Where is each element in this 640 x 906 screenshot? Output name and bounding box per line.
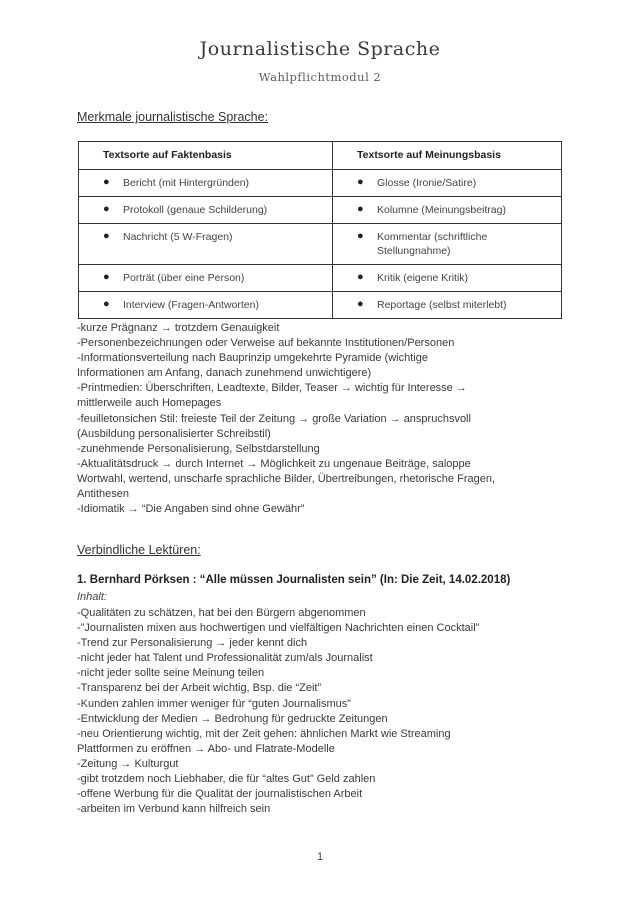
article-line: -neu Orientierung wichtig, mit der Zeit gehen: ähnlichen Markt wie Streaming: [77, 727, 451, 740]
article-line: Plattformen zu eröffnen → Abo- und Flatrate-Modelle: [77, 742, 335, 755]
features-line: -Informationsverteilung nach Bauprinzip umgekehrte Pyramide (wichtige: [77, 352, 428, 365]
article-line: -Trend zur Personalisierung → jeder kennt dich: [77, 637, 308, 650]
article-content-list: [77, 606, 567, 817]
bullet-icon: ●: [357, 203, 364, 215]
table-cell: ● Bericht (mit Hintergründen): [79, 170, 333, 197]
table-header-row: [79, 142, 562, 170]
features-line: -Idiomatik → “Die Angaben sind ohne Gewähr”: [77, 503, 305, 516]
table-cell: ● Protokoll (genaue Schilderung): [79, 197, 333, 224]
features-line: -feuilletonsichen Stil: freieste Teil der Zeitung → große Variation → anspruchsvoll: [77, 412, 471, 425]
features-list: [77, 321, 567, 517]
features-line: (Ausbildung personalisierter Schreibstil): [77, 427, 271, 440]
article-content-label: Inhalt:: [77, 591, 107, 603]
article-line: -”Journalisten mixen aus hochwertigen und vielfältigen Nachrichten einen Cocktail”: [77, 622, 480, 635]
article-title: 1. Bernhard Pörksen : “Alle müssen Journalisten sein” (In: Die Zeit, 14.02.2018): [77, 574, 511, 586]
table-cell: ● Reportage (selbst miterlebt): [333, 292, 562, 319]
features-line: -Printmedien: Überschriften, Leadtexte, Bilder, Teaser → wichtig für Interesse →: [77, 382, 467, 395]
table-cell: ● Kritik (eigene Kritik): [333, 265, 562, 292]
table-header-facts: Textsorte auf Faktenbasis: [79, 142, 333, 170]
bullet-icon: ●: [103, 203, 110, 215]
table-cell: ● Interview (Fragen-Antworten): [79, 292, 333, 319]
features-line: -zunehmende Personalisierung, Selbstdarstellung: [77, 442, 320, 455]
features-line: Informationen am Anfang, danach zunehmend unwichtigere): [77, 367, 372, 380]
document-subtitle: Wahlpflichtmodul 2: [258, 70, 382, 84]
features-line: -Personenbezeichnungen oder Verweise auf bekannte Institutionen/Personen: [77, 337, 455, 350]
article-line: -Qualitäten zu schätzen, hat bei den Bürgern abgenommen: [77, 607, 366, 619]
article-line: -offene Werbung für die Qualität der journalistischen Arbeit: [77, 788, 363, 801]
features-line: -Aktualitätsdruck → durch Internet → Möglichkeit zu ungenaue Beiträge, saloppe: [77, 457, 471, 470]
bullet-icon: ●: [357, 298, 364, 310]
table-cell: ● Kolumne (Meinungsbeitrag): [333, 197, 562, 224]
table-cell: ● Kommentar (schriftliche Stellungnahme): [333, 224, 562, 265]
section-heading-readings: Verbindliche Lektüren:: [77, 543, 201, 557]
bullet-icon: ●: [357, 271, 364, 283]
text-types-table: [78, 141, 562, 319]
article-line: -Zeitung → Kulturgut: [77, 757, 179, 770]
article-line: -nicht jeder hat Talent und Professionalität zum/als Journalist: [77, 652, 373, 665]
document-title: Journalistische Sprache: [199, 38, 441, 60]
bullet-icon: ●: [103, 298, 110, 310]
table-cell: ● Nachricht (5 W-Fragen): [79, 224, 333, 265]
bullet-icon: ●: [103, 271, 110, 283]
features-line: Antithesen: [77, 488, 129, 501]
bullet-icon: ●: [103, 176, 110, 188]
features-line: mittlerweile auch Homepages: [77, 397, 222, 410]
features-line: -kurze Prägnanz → trotzdem Genauigkeit: [77, 322, 280, 334]
section-heading-features: Merkmale journalistische Sprache:: [77, 110, 269, 124]
table-header-opinion: Textsorte auf Meinungsbasis: [333, 142, 562, 170]
bullet-icon: ●: [103, 230, 110, 242]
article-line: -Entwicklung der Medien → Bedrohung für gedruckte Zeitungen: [77, 712, 388, 725]
article-line: -arbeiten im Verbund kann hilfreich sein: [77, 803, 271, 816]
page-number: 1: [316, 851, 324, 863]
table-row: [79, 265, 562, 292]
table-cell: ● Glosse (Ironie/Satire): [333, 170, 562, 197]
features-line: Wortwahl, wertend, unscharfe sprachliche Bilder, Übertreibungen, rhetorische Fragen,: [77, 472, 496, 485]
article-line: -gibt trotzdem noch Liebhaber, die für “altes Gut” Geld zahlen: [77, 773, 376, 786]
table-row: [79, 197, 562, 224]
table-cell: ● Porträt (über eine Person): [79, 265, 333, 292]
table-row: [79, 224, 562, 265]
article-line: -Kunden zahlen immer weniger für “guten Journalismus”: [77, 697, 351, 710]
table-row: [79, 292, 562, 319]
bullet-icon: ●: [357, 230, 364, 242]
table-row: [79, 170, 562, 197]
article-line: -nicht jeder sollte seine Meinung teilen: [77, 667, 265, 680]
bullet-icon: ●: [357, 176, 364, 188]
article-line: -Transparenz bei der Arbeit wichtig, Bsp. die “Zeit”: [77, 682, 322, 695]
